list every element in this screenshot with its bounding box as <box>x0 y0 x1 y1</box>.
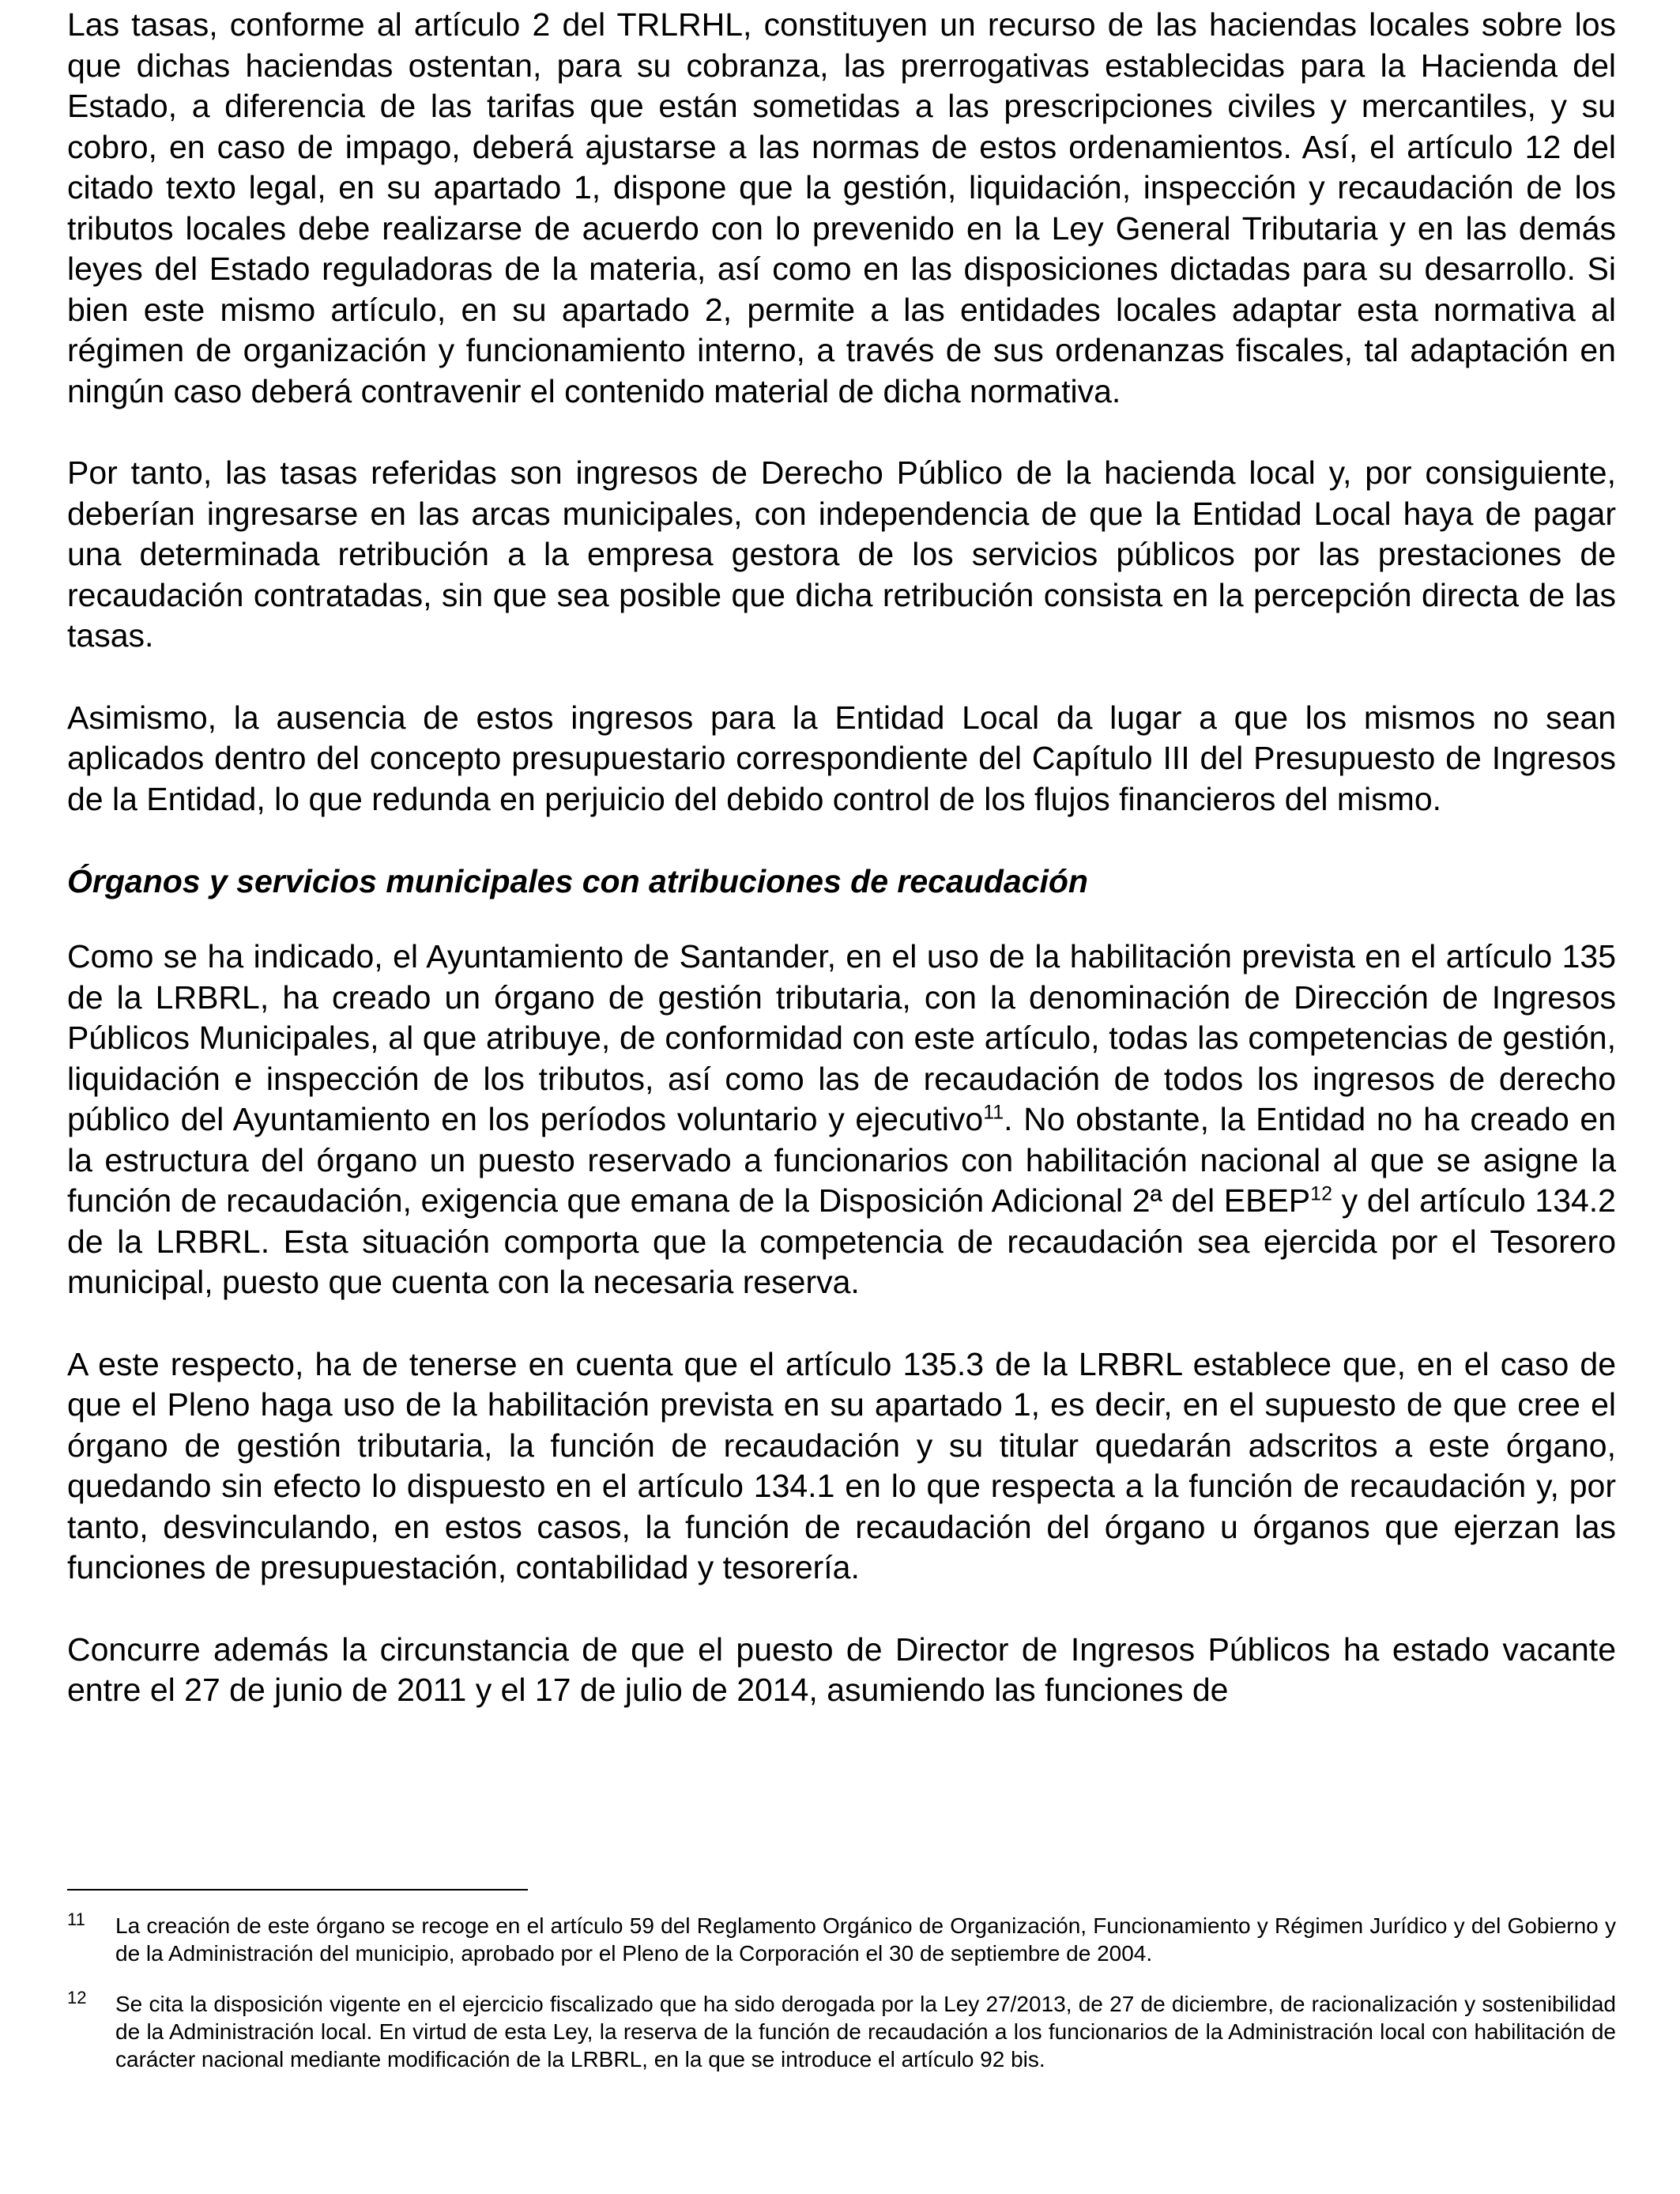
paragraph-text-part: . No obstante, la Entidad no ha creado en la estructura del órgano un puesto reservado a funcionarios con habilitación nacional al que se asigne la función de recaudación, exigencia que emana de la Disposición Adicional 2ª del EBEP <box>67 1101 1617 1219</box>
footnote-number: 12 <box>67 1988 87 2007</box>
paragraph-por-tanto: Por tanto, las tasas referidas son ingresos de Derecho Público de la hacienda local y, por consiguiente, deberían ingresarse en las arcas municipales, con independencia de que la Entidad Local haya de pagar una determinada retribución a la empresa gestora de los servicios públicos por las prestaciones de recaudación contratadas, sin que sea posible que dicha retribución consista en la percepción directa de las tasas. <box>67 454 1616 654</box>
paragraph-text-part: Como se ha indicado, el Ayuntamiento de Santander, en el uso de la habilitación prevista en el artículo 135 de la LRBRL, ha creado un órgano de gestión tributaria, con la denominación de Dirección de Ingresos Públicos Municipales, al que atribuye, de conformidad con este artículo, todas las competencias de gestión, liquidación e inspección de los tributos, así como las de recaudación de todos los ingresos de derecho público del Ayuntamiento en los períodos voluntario y ejecutivo <box>67 938 1616 1137</box>
section-heading: Órganos y servicios municipales con atribuciones de recaudación <box>67 863 1088 899</box>
paragraph-concurre: Concurre además la circunstancia de que el puesto de Director de Ingresos Públicos ha estado vacante entre el 27 de junio de 2011 y el 17 de julio de 2014, asumiendo las funciones de <box>67 1630 1616 1708</box>
paragraph-como-se-ha-indicado <box>67 937 1616 1303</box>
document-page <box>67 5 1616 1752</box>
paragraph-asimismo: Asimismo, la ausencia de estos ingresos para la Entidad Local da lugar a que los mismos no sean aplicados dentro del concepto presupuestario correspondiente del Capítulo III del Presupuesto de Ingresos de la Entidad, lo que redunda en perjuicio del debido control de los flujos financieros del mismo. <box>67 699 1616 817</box>
paragraph-text-part: y del artículo 134.2 de la LRBRL. Esta situación comporta que la competencia de recaudación sea ejercida por el Tesorero municipal, puesto que cuenta con la necesaria reserva. <box>67 1182 1616 1300</box>
footnote-11 <box>67 1908 1616 1967</box>
footnote-number: 11 <box>67 1909 85 1929</box>
footnote-text: La creación de este órgano se recoge en el artículo 59 del Reglamento Orgánico de Organización, Funcionamiento y Régimen Jurídico y del Gobierno y de la Administración del municipio, aprobado por el Pleno de la Corporación el 30 de septiembre de 2004. <box>115 1913 1616 1966</box>
paragraph-a-este-respecto: A este respecto, ha de tenerse en cuenta que el artículo 135.3 de la LRBRL establece que, en el caso de que el Pleno haga uso de la habilitación prevista en su apartado 1, es decir, en el supuesto de que cree el órgano de gestión tributaria, la función de recaudación y su titular quedarán adscritos a este órgano, quedando sin efecto lo dispuesto en el artículo 134.1 en lo que respecta a la función de recaudación y, por tanto, desvinculando, en estos casos, la función de recaudación del órgano u órganos que ejerzan las funciones de presupuestación, contabilidad y tesorería. <box>67 1345 1616 1585</box>
footnote-ref-12[interactable]: 12 <box>1310 1182 1332 1205</box>
footnote-12 <box>67 1986 1616 2073</box>
footnote-separator <box>67 1889 528 1891</box>
footnotes <box>67 1908 1616 2092</box>
footnote-text: Se cita la disposición vigente en el ejercicio fiscalizado que ha sido derogada por la Ley 27/2013, de 27 de diciembre, de racionalización y sostenibilidad de la Administración local. En virtud de esta Ley, la reserva de la función de recaudación a los funcionarios de la Administración local con habilitación de carácter nacional mediante modificación de la LRBRL, en la que se introduce el artículo 92 bis. <box>115 1992 1616 2071</box>
paragraph-tasas: Las tasas, conforme al artículo 2 del TRLRHL, constituyen un recurso de las haciendas locales sobre los que dichas haciendas ostentan, para su cobranza, las prerrogativas establecidas para la Hacienda del Estado, a diferencia de las tarifas que están sometidas a las prescripciones civiles y mercantiles, y su cobro, en caso de impago, deberá ajustarse a las normas de estos ordenamientos. Así, el artículo 12 del citado texto legal, en su apartado 1, dispone que la gestión, liquidación, inspección y recaudación de los tributos locales debe realizarse de acuerdo con lo prevenido en la Ley General Tributaria y en las demás leyes del Estado reguladoras de la materia, así como en las disposiciones dictadas para su desarrollo. Si bien este mismo artículo, en su apartado 2, permite a las entidades locales adaptar esta normativa al régimen de organización y funcionamiento interno, a través de sus ordenanzas fiscales, tal adaptación en ningún caso deberá contravenir el contenido material de dicha normativa. <box>67 6 1616 409</box>
footnote-ref-11[interactable]: 11 <box>983 1101 1004 1124</box>
